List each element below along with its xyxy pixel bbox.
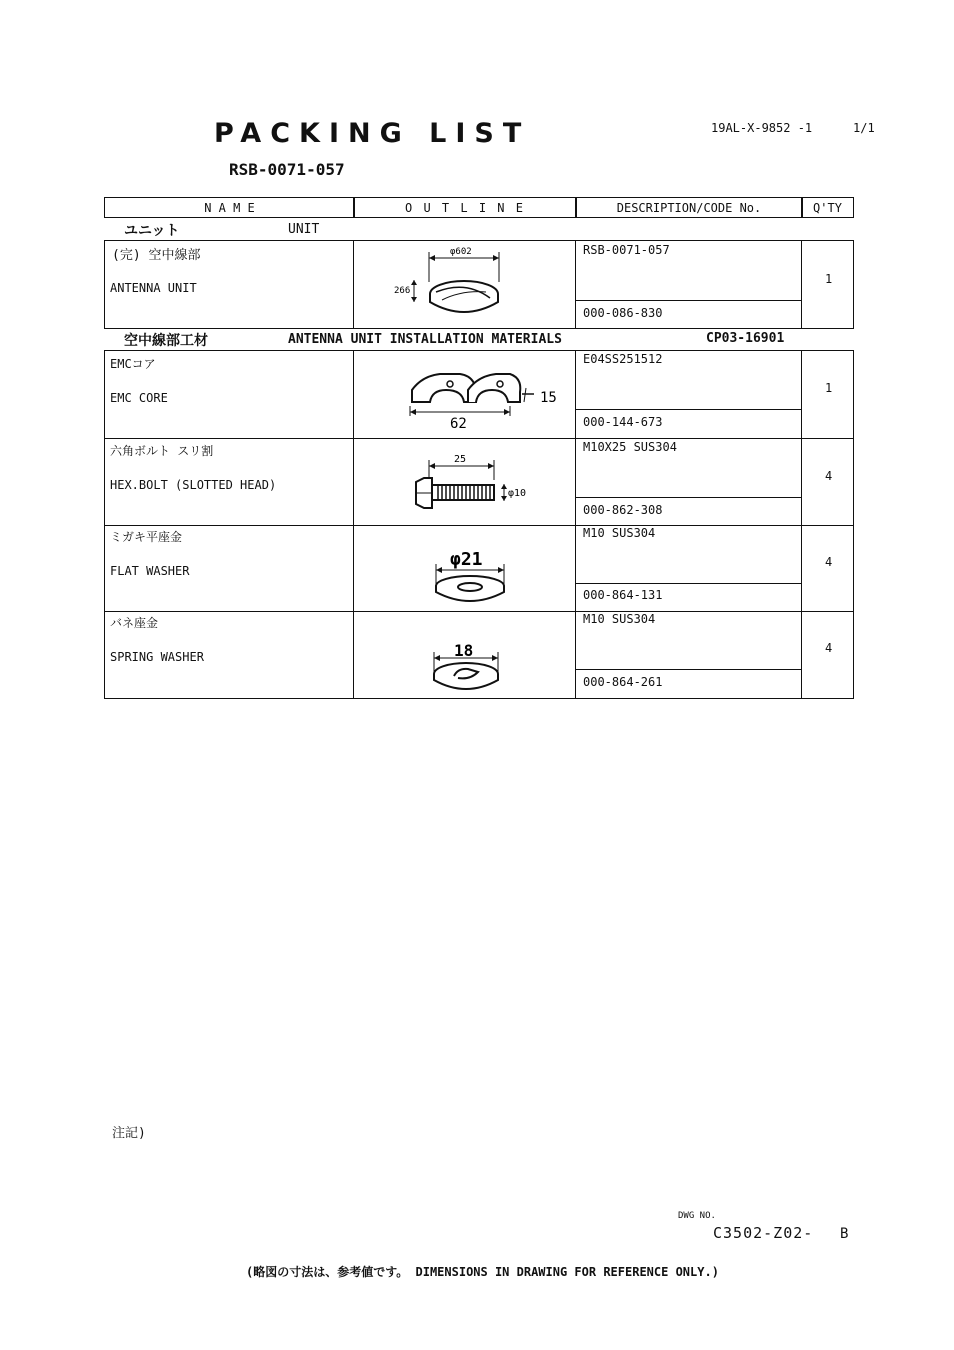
antenna-unit-outline	[386, 242, 516, 328]
dim-diameter: 18	[454, 641, 474, 660]
dim-length: 25	[454, 454, 467, 465]
sheet-number: 1/1	[853, 121, 875, 135]
flat-washer-outline	[428, 544, 518, 606]
footer-note: (略図の寸法は、参考値です。 DIMENSIONS IN DRAWING FOR REFERENCE ONLY.)	[246, 1265, 719, 1279]
dim-width: 15	[540, 390, 557, 406]
emc-core-outline	[400, 362, 570, 434]
item-name-en: ANTENNA UNIT	[110, 281, 197, 295]
item-name-en: FLAT WASHER	[110, 564, 190, 578]
column-header-qty: Q'TY	[801, 197, 854, 218]
group-unit-jp: ユニット	[124, 223, 180, 239]
document-number: 19AL-X-9852 -1	[711, 121, 813, 135]
item-code: 000-864-261	[583, 675, 663, 689]
item-name-jp: バネ座金	[110, 616, 159, 630]
page-title: PACKING LIST	[214, 118, 531, 149]
item-description: M10 SUS304	[583, 526, 656, 540]
spring-washer-outline	[428, 636, 508, 694]
group-materials-jp: 空中線部工材	[124, 333, 208, 349]
hex-bolt-outline	[404, 448, 544, 514]
item-qty: 1	[825, 381, 833, 395]
item-code: 000-864-131	[583, 588, 663, 602]
item-name-jp: EMCコア	[110, 357, 156, 371]
item-description: RSB-0071-057	[583, 243, 670, 257]
group-unit-en: UNIT	[288, 222, 320, 237]
item-qty: 4	[825, 641, 833, 655]
item-code: 000-862-308	[583, 503, 663, 517]
group-materials-en: ANTENNA UNIT INSTALLATION MATERIALS	[288, 332, 562, 347]
item-name-en: HEX.BOLT (SLOTTED HEAD)	[110, 478, 277, 492]
item-code: 000-086-830	[583, 306, 663, 320]
drawing-number: C3502-Z02-	[713, 1224, 814, 1242]
group-materials-code: CP03-16901	[706, 331, 785, 346]
item-name-jp: (完) 空中線部	[112, 248, 201, 263]
dim-diameter: φ10	[508, 488, 527, 499]
dim-length: 62	[450, 416, 467, 432]
item-name-jp: 六角ボルト スリ割	[110, 444, 214, 458]
column-header-outline: O U T L I N E	[353, 197, 577, 218]
item-name-en: EMC CORE	[110, 391, 168, 405]
item-qty: 4	[825, 555, 833, 569]
item-description: E04SS251512	[583, 352, 663, 366]
item-description: M10X25 SUS304	[583, 440, 677, 454]
model-number: RSB-0071-057	[229, 160, 345, 179]
dim-diameter: φ21	[450, 549, 483, 570]
item-description: M10 SUS304	[583, 612, 656, 626]
drawing-revision: B	[840, 1226, 849, 1242]
item-qty: 1	[825, 272, 833, 286]
column-header-description: DESCRIPTION/CODE No.	[575, 197, 803, 218]
item-name-en: SPRING WASHER	[110, 650, 204, 664]
drawing-number-label: DWG NO.	[678, 1211, 716, 1221]
dim-height: 266	[394, 286, 411, 296]
notes-label: 注記)	[112, 1126, 146, 1141]
item-code: 000-144-673	[583, 415, 663, 429]
column-header-name: N A M E	[104, 197, 355, 218]
item-qty: 4	[825, 469, 833, 483]
dim-diameter: φ602	[450, 247, 472, 257]
item-name-jp: ミガキ平座金	[110, 530, 183, 544]
